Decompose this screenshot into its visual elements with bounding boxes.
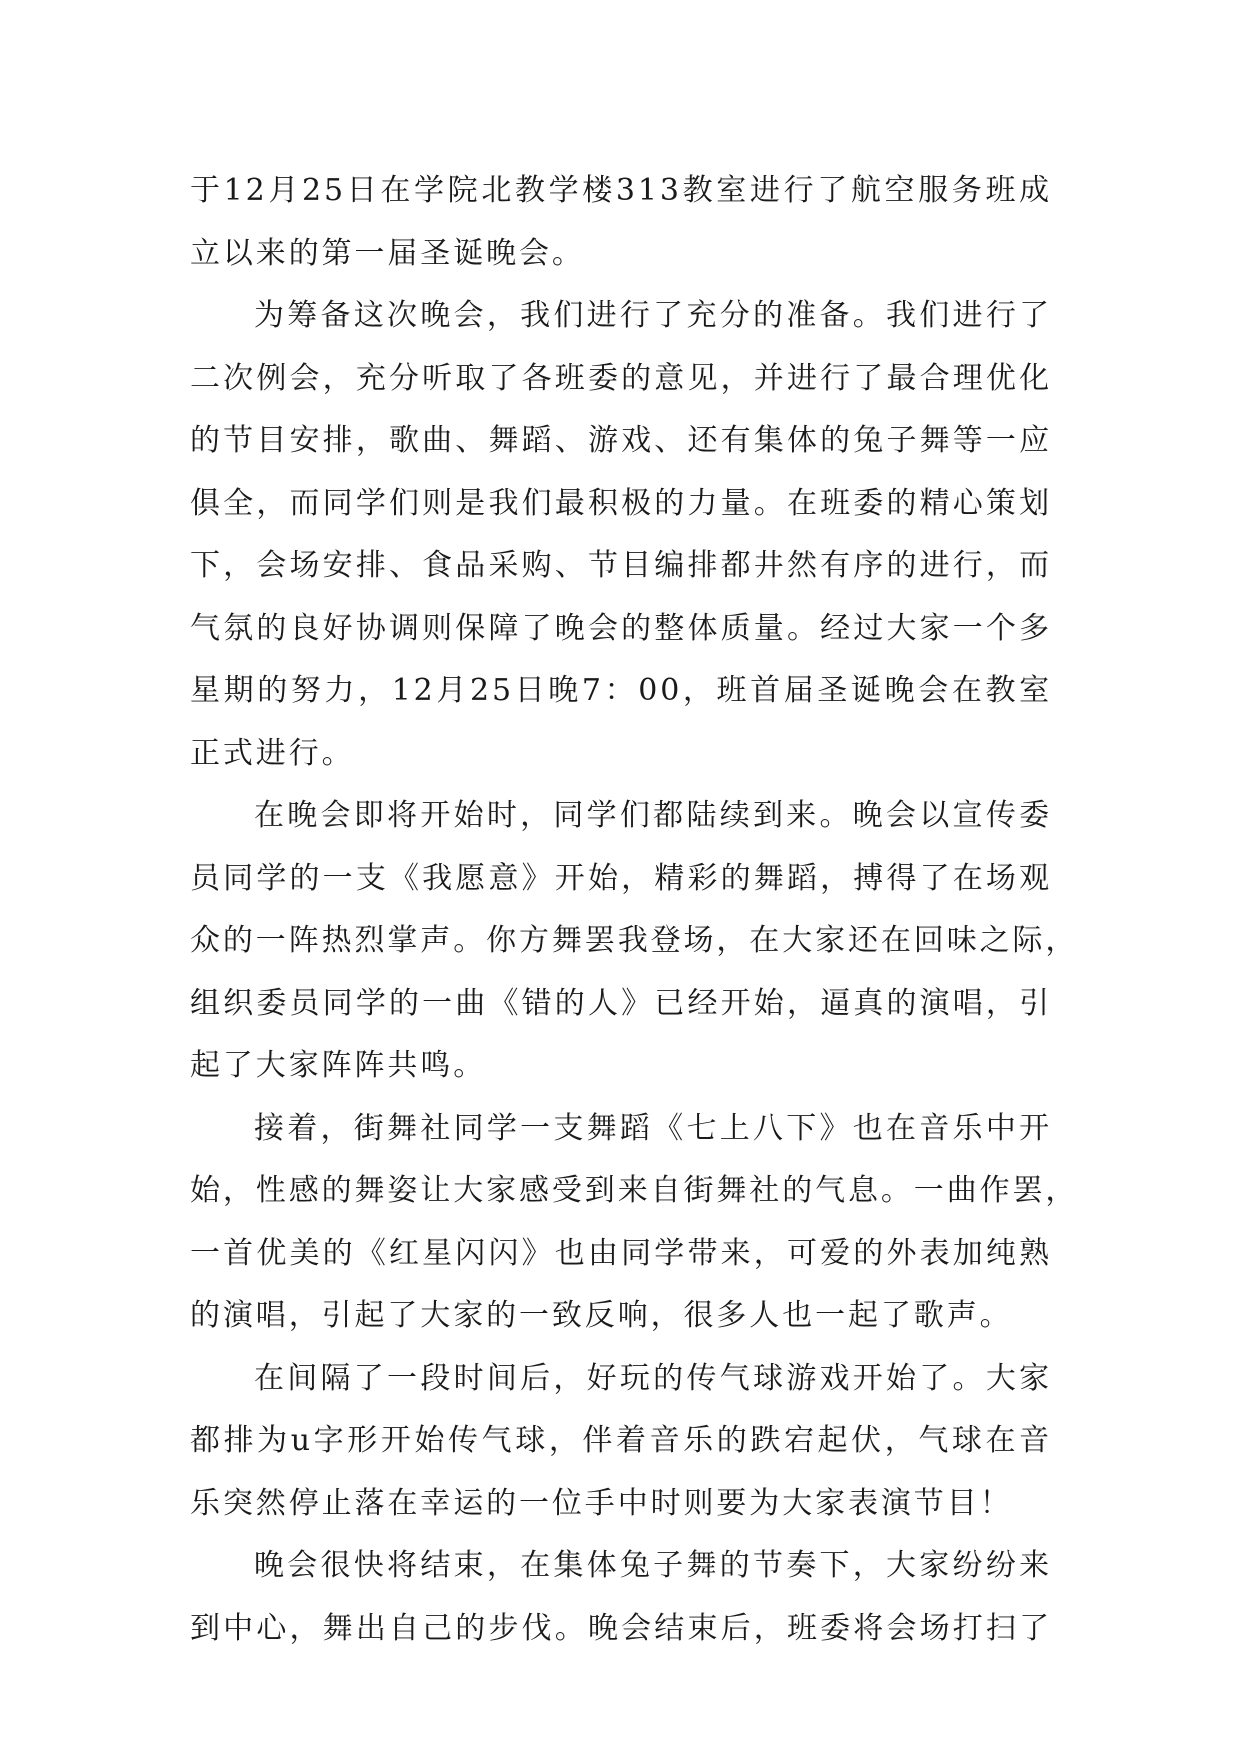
text-line: 员同学的一支《我愿意》开始，精彩的舞蹈，搏得了在场观 <box>190 860 1052 896</box>
text-line: 一首优美的《红星闪闪》也由同学带来，可爱的外表加纯熟 <box>190 1235 1052 1271</box>
text-line: 众的一阵热烈掌声。你方舞罢我登场，在大家还在回味之际， <box>190 923 1079 958</box>
text-line: 于12月25日在学院北教学楼313教室进行了航空服务班成 <box>190 173 1052 208</box>
text-line: 正式进行。 <box>190 735 355 771</box>
paragraph-first-line: 接着，街舞社同学一支舞蹈《七上八下》也在音乐中开 <box>254 1110 1052 1146</box>
text-line: 二次例会，充分听取了各班委的意见，并进行了最合理优化 <box>190 360 1052 396</box>
paragraph-first-line: 为筹备这次晚会，我们进行了充分的准备。我们进行了 <box>254 298 1052 333</box>
text-line: 气氛的良好协调则保障了晚会的整体质量。经过大家一个多 <box>190 610 1052 646</box>
document-body <box>190 160 1079 1660</box>
text-line: 组织委员同学的一曲《错的人》已经开始，逼真的演唱，引 <box>190 985 1052 1021</box>
text-line: 起了大家阵阵共鸣。 <box>190 1048 487 1083</box>
paragraph-first-line: 在晚会即将开始时，同学们都陆续到来。晚会以宣传委 <box>254 798 1052 833</box>
text-line: 乐突然停止落在幸运的一位手中时则要为大家表演节目！ <box>190 1485 1013 1521</box>
text-line: 下，会场安排、食品采购、节目编排都井然有序的进行，而 <box>190 548 1052 583</box>
text-line: 都排为u字形开始传气球，伴着音乐的跌宕起伏，气球在音 <box>190 1423 1052 1458</box>
text-line: 的节目安排，歌曲、舞蹈、游戏、还有集体的兔子舞等一应 <box>190 423 1052 458</box>
text-line: 的演唱，引起了大家的一致反响，很多人也一起了歌声。 <box>190 1298 1013 1333</box>
text-line: 星期的努力，12月25日晚7：00，班首届圣诞晚会在教室 <box>190 673 1052 708</box>
text-line: 俱全，而同学们则是我们最积极的力量。在班委的精心策划 <box>190 485 1052 521</box>
text-line: 到中心，舞出自己的步伐。晚会结束后，班委将会场打扫了 <box>190 1610 1052 1646</box>
paragraph-first-line: 在间隔了一段时间后，好玩的传气球游戏开始了。大家 <box>254 1360 1052 1396</box>
text-line: 始，性感的舞姿让大家感受到来自街舞社的气息。一曲作罢， <box>190 1173 1079 1208</box>
text-line: 立以来的第一届圣诞晚会。 <box>190 235 585 271</box>
paragraph-first-line: 晚会很快将结束，在集体兔子舞的节奏下，大家纷纷来 <box>254 1548 1052 1583</box>
